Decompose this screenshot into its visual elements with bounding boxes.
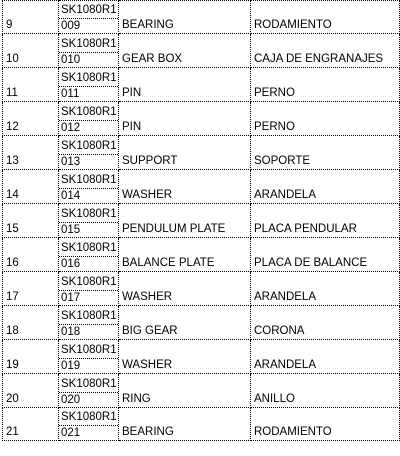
- english-description-cell: PENDULUM PLATE: [119, 204, 251, 238]
- part-code-suffix: 019: [61, 360, 81, 372]
- table-row: [3, 374, 400, 408]
- part-code-cell: [59, 170, 119, 204]
- part-code-prefix: SK1080R1: [59, 206, 118, 223]
- part-code-prefix: SK1080R1: [59, 138, 118, 155]
- english-description-cell: PIN: [119, 68, 251, 102]
- table-row: [3, 204, 400, 238]
- table-row: [3, 34, 400, 68]
- english-description-cell: SUPPORT: [119, 136, 251, 170]
- part-code-cell: [59, 102, 119, 136]
- part-code-suffix: 017: [61, 292, 81, 304]
- spanish-description-cell: ARANDELA: [251, 170, 400, 204]
- part-code-suffix: 013: [61, 156, 81, 168]
- part-code-cell: [59, 272, 119, 306]
- part-code-prefix: SK1080R1: [59, 409, 118, 426]
- english-description-cell: WASHER: [119, 170, 251, 204]
- spanish-description-cell: CAJA DE ENGRANAJES: [251, 34, 400, 68]
- part-code-prefix: SK1080R1: [59, 274, 118, 291]
- part-code-suffix: 011: [61, 88, 80, 100]
- part-code-cell: [59, 374, 119, 408]
- part-code-cell: [59, 34, 119, 68]
- spanish-description-cell: ANILLO: [251, 374, 400, 408]
- english-description-cell: BEARING: [119, 1, 251, 34]
- part-code-prefix: SK1080R1: [59, 2, 118, 19]
- english-description-cell: BALANCE PLATE: [119, 238, 251, 272]
- part-code-suffix: 014: [61, 190, 81, 202]
- english-description-cell: BIG GEAR: [119, 306, 251, 340]
- table-row: [3, 272, 400, 306]
- part-code-suffix: 021: [61, 427, 81, 439]
- part-code-cell: [59, 68, 119, 102]
- item-number-cell: 20: [3, 374, 59, 408]
- part-code-suffix: 018: [61, 326, 81, 338]
- spanish-description-cell: SOPORTE: [251, 136, 400, 170]
- part-code-suffix: 016: [61, 258, 81, 270]
- table-row: [3, 1, 400, 34]
- table-row: [3, 102, 400, 136]
- parts-table-body: [3, 1, 400, 441]
- item-number-cell: 10: [3, 34, 59, 68]
- spanish-description-cell: PLACA DE BALANCE: [251, 238, 400, 272]
- part-code-prefix: SK1080R1: [59, 104, 118, 121]
- spanish-description-cell: PERNO: [251, 68, 400, 102]
- part-code-cell: [59, 408, 119, 441]
- part-code-prefix: SK1080R1: [59, 36, 118, 53]
- table-row: [3, 136, 400, 170]
- item-number-cell: 13: [3, 136, 59, 170]
- item-number-cell: 18: [3, 306, 59, 340]
- spanish-description-cell: ARANDELA: [251, 340, 400, 374]
- part-code-cell: [59, 306, 119, 340]
- english-description-cell: GEAR BOX: [119, 34, 251, 68]
- item-number-cell: 19: [3, 340, 59, 374]
- item-number-cell: 21: [3, 408, 59, 441]
- item-number-cell: 12: [3, 102, 59, 136]
- part-code-cell: [59, 1, 119, 34]
- part-code-suffix: 012: [61, 122, 81, 134]
- item-number-cell: 14: [3, 170, 59, 204]
- spanish-description-cell: RODAMIENTO: [251, 408, 400, 441]
- part-code-prefix: SK1080R1: [59, 342, 118, 359]
- part-code-prefix: SK1080R1: [59, 376, 118, 393]
- table-row: [3, 340, 400, 374]
- item-number-cell: 16: [3, 238, 59, 272]
- part-code-prefix: SK1080R1: [59, 308, 118, 325]
- english-description-cell: PIN: [119, 102, 251, 136]
- spanish-description-cell: RODAMIENTO: [251, 1, 400, 34]
- part-code-cell: [59, 136, 119, 170]
- spanish-description-cell: ARANDELA: [251, 272, 400, 306]
- part-code-suffix: 020: [61, 394, 81, 406]
- part-code-prefix: SK1080R1: [59, 240, 118, 257]
- part-code-suffix: 010: [61, 54, 81, 66]
- english-description-cell: WASHER: [119, 272, 251, 306]
- english-description-cell: RING: [119, 374, 251, 408]
- part-code-prefix: SK1080R1: [59, 172, 118, 189]
- parts-table: [2, 0, 400, 441]
- table-row: [3, 170, 400, 204]
- part-code-cell: [59, 340, 119, 374]
- part-code-cell: [59, 204, 119, 238]
- spanish-description-cell: PERNO: [251, 102, 400, 136]
- item-number-cell: 11: [3, 68, 59, 102]
- item-number-cell: 17: [3, 272, 59, 306]
- spanish-description-cell: PLACA PENDULAR: [251, 204, 400, 238]
- table-row: [3, 408, 400, 441]
- spanish-description-cell: CORONA: [251, 306, 400, 340]
- part-code-cell: [59, 238, 119, 272]
- english-description-cell: WASHER: [119, 340, 251, 374]
- part-code-prefix: SK1080R1: [59, 70, 118, 87]
- item-number-cell: 9: [3, 1, 59, 34]
- table-row: [3, 68, 400, 102]
- part-code-suffix: 015: [61, 224, 81, 236]
- item-number-cell: 15: [3, 204, 59, 238]
- english-description-cell: BEARING: [119, 408, 251, 441]
- table-row: [3, 238, 400, 272]
- table-row: [3, 306, 400, 340]
- part-code-suffix: 009: [61, 20, 81, 32]
